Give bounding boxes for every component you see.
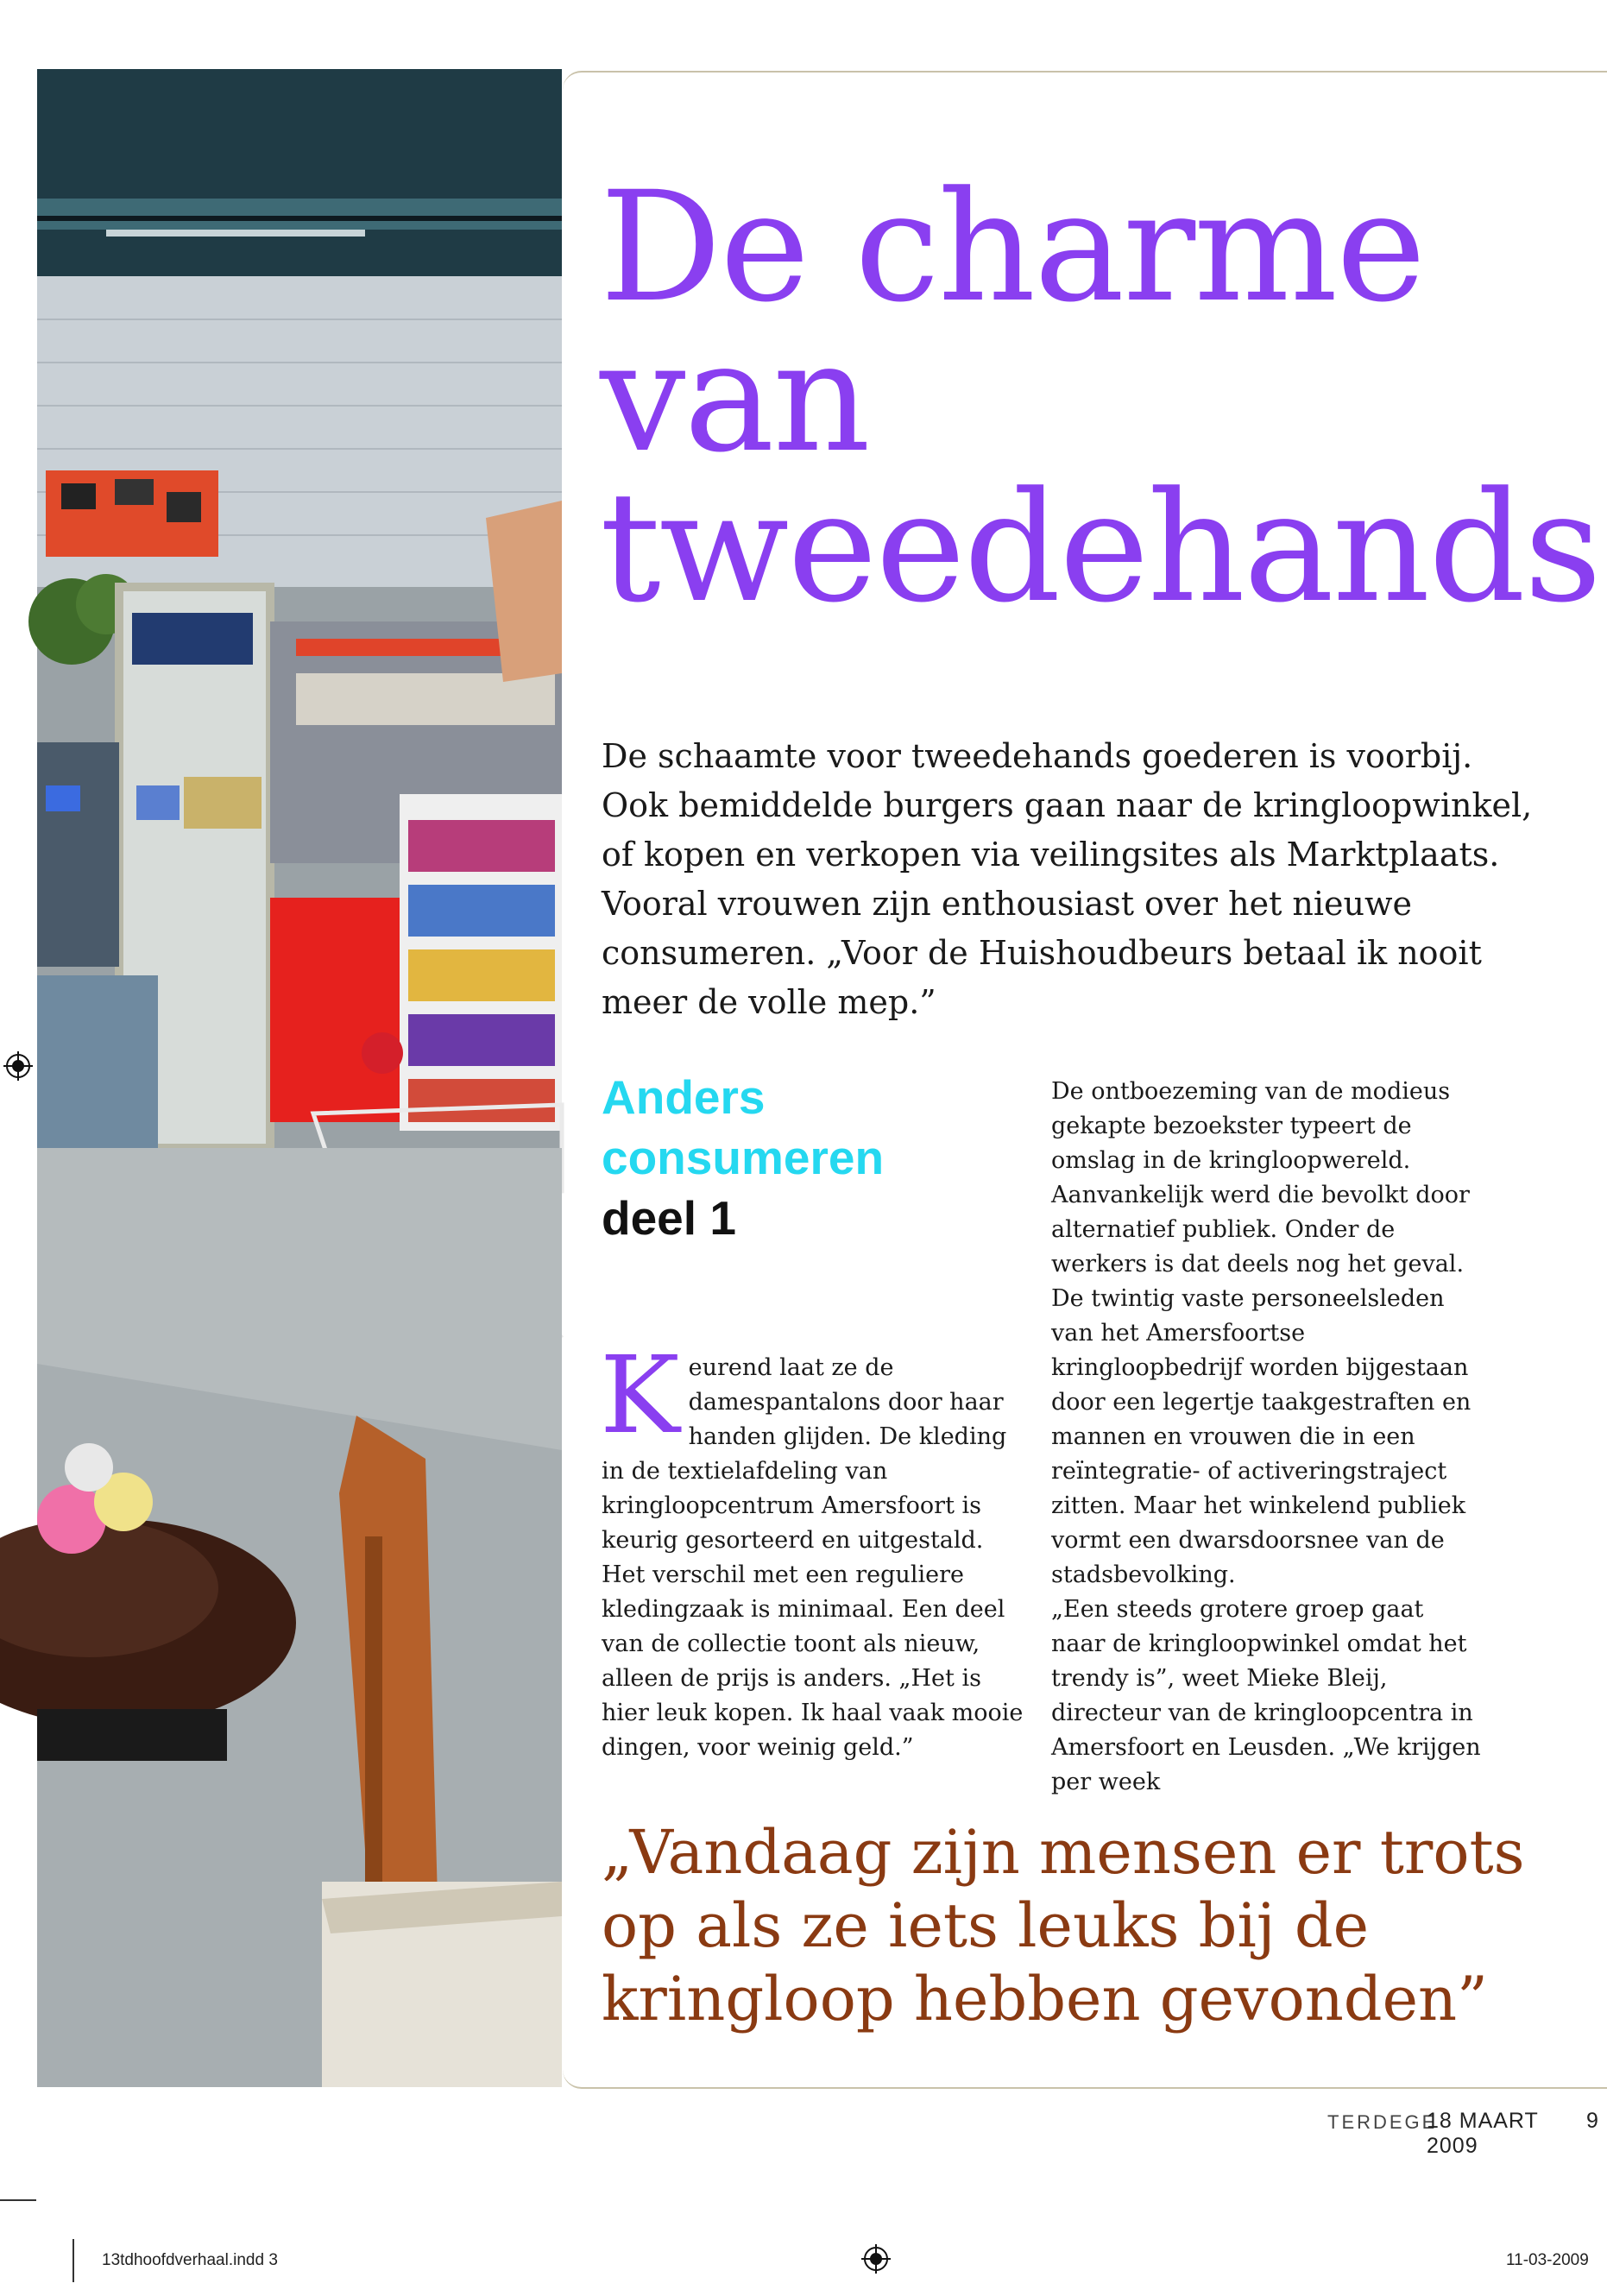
registration-mark-icon: [3, 1051, 33, 1081]
slug-date: 11-03-2009: [1506, 2251, 1589, 2269]
pull-quote: „Vandaag zijn mensen er trots op als ze iets leuks bij de kringloop hebben gevonden”: [602, 1817, 1525, 2034]
footer-page-number: 9: [1586, 2109, 1598, 2133]
body-column-right: [1051, 1075, 1483, 1800]
kicker-line-2: consumeren: [602, 1131, 885, 1184]
registration-mark-icon: [861, 2244, 891, 2274]
kicker-line-3: deel 1: [602, 1191, 736, 1245]
footer-issue-date: 18 MAART 2009: [1427, 2109, 1539, 2158]
kicker-line-1: Anders: [602, 1070, 766, 1124]
article-intro: De schaamte voor tweedehands goederen is voorbij. Ook bemiddelde burgers gaan naar de kringloopwinkel, of kopen en verkopen via veilingsites als Marktplaats. Vooral vrouwen zijn enthousiast over het nieuwe consumeren. „Voor de Huishoudbeurs betaal ik nooit meer de volle mep.”: [602, 737, 1533, 1021]
footer-magazine-name: TERDEGE: [1327, 2111, 1438, 2133]
article-headline: De charme van tweedehands: [600, 159, 1601, 636]
body-right-paragraph-1: De ontboezeming van de modieus gekapte bezoekster typeert de omslag in de kringloopwereld. Aanvankelijk werd die bevolkt door alternatief publiek. Onder de werkers is dat deels nog het geval. De twintig vaste personeelsleden van het Amersfoortse kringloopbedrijf worden bijgestaan door een legertje taakgestraften en mannen en vrouwen die in een reïntegratie- of activeringstraject zitten. Maar het winkelend publiek vormt een dwarsdoorsnee van de stadsbevolking.: [1051, 1078, 1472, 1588]
series-kicker: [602, 1067, 912, 1248]
slug-divider: [72, 2239, 74, 2282]
body-left-text: eurend laat ze de damespantalons door haar handen glijden. De kleding in de textielafdeling van kringloopcentrum Amersfoort is keurig gesorteerd en uitgestald. Het verschil met een reguliere kledingzaak is minimaal. Een deel van de collectie toont als nieuw, alleen de prijs is anders. „Het is hier leuk kopen. Ik haal vaak mooie dingen, voor weinig geld.”: [602, 1354, 1024, 1761]
slug-filename: 13tdhoofdverhaal.indd 3: [102, 2251, 278, 2269]
drop-cap: K: [600, 1334, 680, 1458]
body-right-paragraph-2: „Een steeds grotere groep gaat naar de kringloopwinkel omdat het trendy is”, weet Mieke Bleij, directeur van de kringloopcentra in Amersfoort en Leusden. „We krijgen per week: [1051, 1596, 1481, 1795]
trim-mark: [0, 2199, 36, 2201]
store-interior-photo: [37, 69, 562, 2087]
body-column-left: [600, 1334, 1029, 1765]
